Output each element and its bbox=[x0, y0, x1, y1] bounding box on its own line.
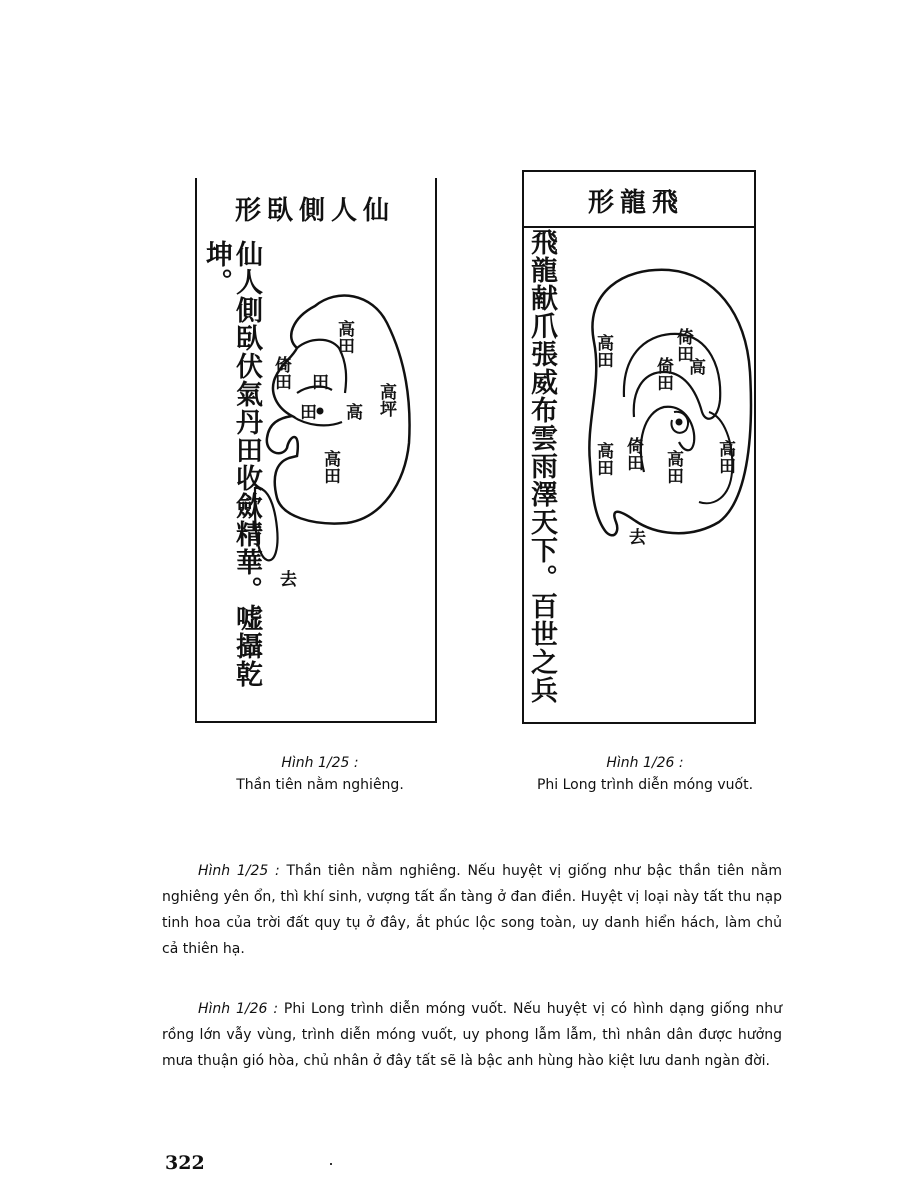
figure-left-label-1: 高田 bbox=[334, 320, 354, 354]
figure-left-label-7: 高田 bbox=[320, 450, 340, 484]
paragraph-2-lead: Hình 1/26 : bbox=[198, 1001, 279, 1017]
figure-right-label-2: 高 bbox=[685, 358, 705, 375]
paragraph-figure-1-25 bbox=[162, 858, 782, 962]
paragraph-2-body: Phi Long trình diễn móng vuốt. Nếu huyệt vị có hình dạng giống như rồng lớn vẫy vùng, trình diễn móng vuốt, uy phong lẫm lẫm, thì nhân dân được hưởng mưa thuận gió hòa, chủ nhân ở đây tất sẽ là bậc anh hùng hào kiệt lưu danh ngàn đời. bbox=[162, 1001, 782, 1069]
figure-left-label-5: 高 bbox=[342, 403, 362, 420]
figure-left-title: 形臥側人仙 bbox=[235, 196, 396, 226]
figure-right-caption bbox=[500, 752, 790, 796]
paragraph-1-lead: Hình 1/25 : bbox=[198, 863, 280, 879]
figure-right-caption-text: Phi Long trình diễn móng vuốt. bbox=[536, 777, 754, 793]
figure-left-label-2: 倚田 bbox=[271, 356, 291, 390]
figure-left-caption-label: Hình 1/25 : bbox=[281, 755, 359, 771]
figure-left-label-6: 高坪 bbox=[376, 383, 396, 417]
paragraph-1-body: Thần tiên nằm nghiêng. Nếu huyệt vị giống như bậc thần tiên nằm nghiêng yên ổn, thì khí sinh, vượng tất ẩn tàng ở đan điền. Huyệt vị loại này tất thu nạp tinh hoa của trời đất quy tụ ở đây, ắt phúc lộc song toàn, uy danh hiển hách, làm chủ cả thiên hạ. bbox=[162, 863, 783, 957]
figure-left-text: 仙人側臥伏氣丹田收歛精華。嘘攝乾坤。 bbox=[201, 240, 262, 688]
figure-left-label-4: 田 bbox=[296, 403, 316, 420]
figure-right-label-7: 高田 bbox=[663, 450, 683, 484]
figure-right-label-5: 高田 bbox=[593, 442, 613, 476]
figure-left-label-8: 去 bbox=[276, 570, 296, 587]
page-number: 322 bbox=[165, 1152, 205, 1174]
figure-right-label-6: 倚田 bbox=[623, 437, 643, 471]
figure-right-text: 飛龍献爪張威布雲雨澤天下。百世之兵 bbox=[526, 228, 557, 704]
figure-left bbox=[195, 178, 437, 723]
figure-right-label-9: 去 bbox=[625, 528, 645, 545]
scan-speck bbox=[330, 1163, 332, 1165]
figure-right-label-8: 高田 bbox=[715, 440, 735, 474]
figure-right-label-4: 倚田 bbox=[653, 357, 673, 391]
figure-left-caption-text: Thần tiên nằm nghiêng. bbox=[236, 777, 404, 793]
figure-left-map bbox=[197, 178, 435, 721]
figure-right bbox=[522, 170, 756, 724]
figure-left-label-3: 田 bbox=[308, 373, 328, 390]
figure-right-label-3: 高田 bbox=[593, 334, 613, 368]
figure-left-caption bbox=[205, 752, 435, 796]
figure-right-caption-label: Hình 1/26 : bbox=[606, 755, 684, 771]
figure-right-label-1: 倚田 bbox=[673, 328, 693, 362]
figure-right-title: 形龍飛 bbox=[588, 188, 685, 218]
paragraph-figure-1-26 bbox=[162, 996, 782, 1074]
